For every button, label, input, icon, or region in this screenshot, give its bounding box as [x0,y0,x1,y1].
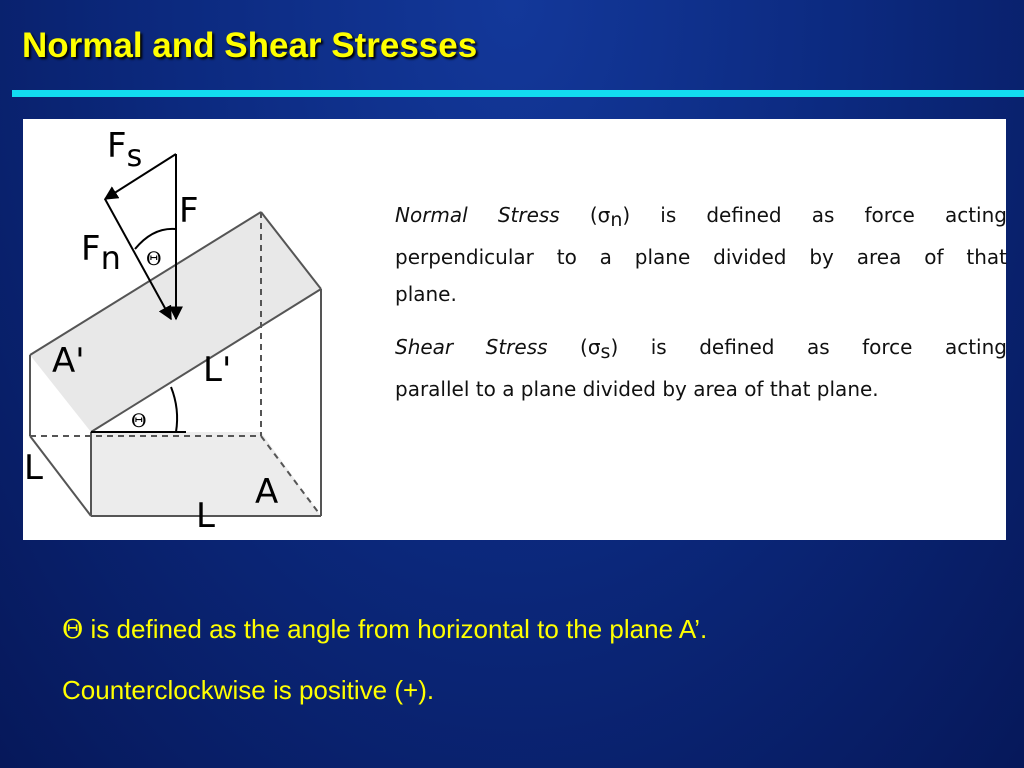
label-theta-top: Θ [146,248,162,270]
shear-stress-line2: parallel to a plane divided by area of that plane. [395,377,879,401]
slide-title: Normal and Shear Stresses [22,26,478,65]
caption-sign-convention: Counterclockwise is positive (+). [62,675,435,705]
shear-stress-symbol: σ [587,335,601,359]
caption-line1-text: is defined as the angle from horizontal to the plane A’. [83,614,708,644]
normal-stress-line3: plane. [395,282,457,306]
label-l-left: L [24,448,43,488]
shear-stress-line1-rest: is defined as force acting [650,335,1007,359]
caption-theta-symbol: Θ [62,615,84,645]
label-fs: Fs [107,126,143,174]
shear-stress-term: Shear Stress [395,335,548,359]
label-a: A [255,472,279,512]
label-f: F [179,191,199,231]
caption-theta-definition [62,614,707,645]
normal-stress-term: Normal Stress [395,203,560,227]
label-l-bottom: L [196,496,215,536]
title-divider [12,90,1024,97]
theta-angle-arc-top [135,229,176,249]
label-a-prime: A' [52,341,85,381]
figure-panel [23,119,1006,540]
label-l-prime: L' [203,350,232,390]
label-theta-bottom: Θ [131,410,147,432]
shear-stress-line1: Shear Stress $(\sigma_s)$ is defined as force acting [395,335,1007,363]
theta-angle-arc-bottom [171,387,177,432]
normal-stress-line1-rest: is defined as force acting [660,203,1007,227]
shear-stress-subscript: s [600,341,611,363]
normal-stress-symbol: σ [597,203,611,227]
normal-stress-line1: Normal Stress $(\sigma_n)$ is defined as force acting [395,203,1007,231]
shear-stress-definition [395,329,1007,408]
normal-stress-definition [395,197,1007,313]
normal-stress-line2: perpendicular to a plane divided by area of that [395,245,1007,269]
normal-stress-subscript: n [610,209,623,231]
label-fn: Fn [81,229,121,277]
